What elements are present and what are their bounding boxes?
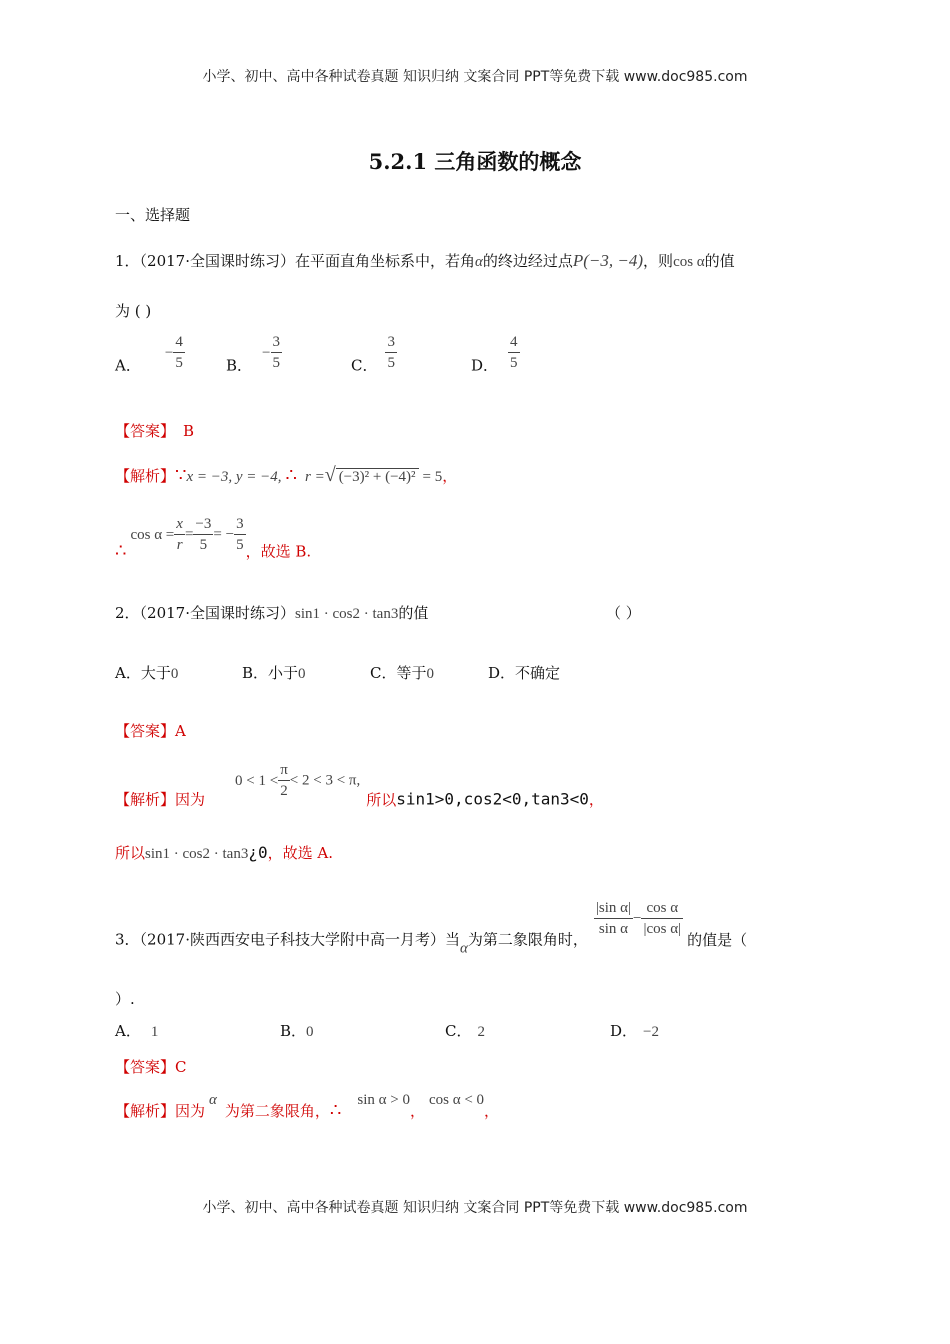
q1-analysis-line1: 【解析】∵x = −3, y = −4, ∴ r =√ (−3)² + (−4)² = 5， — [115, 464, 458, 486]
question-1-stem — [115, 250, 735, 271]
q1-option-b: B．− $\frac{3}{5}$ — [226, 334, 280, 375]
q3-option-a: A． 1 — [115, 1022, 159, 1040]
q1-prefix: 1．（2017·全国课时练习）在平面直角坐标系中，若角 — [115, 252, 475, 270]
question-2-stem: 2．（2017·全国课时练习）sin1 · cos2 · tan3的值 — [115, 604, 429, 622]
q1-option-a: A．− $\frac{4}{5}$ — [115, 334, 183, 375]
q1-alpha: α — [475, 254, 483, 270]
q1-tail: 的值 — [704, 252, 735, 270]
q2-analysis-line2: 所以sin1 · cos2 · tan3¿0，故选 A. — [115, 843, 333, 862]
q1-mid: 的终边经过点 — [482, 252, 573, 270]
question-3-stem-line2: ）. — [115, 990, 135, 1008]
q2-option-a: A．大于0 — [115, 664, 179, 682]
q1-analysis-line2: ∴cos α = $\frac{x}{r}$ = $\frac{-3}{5}$ = − $\frac{3}{5}$ ，故选 B. — [115, 516, 312, 562]
q3-option-c: C． 2 — [445, 1022, 485, 1040]
q3-option-d: D． −2 — [610, 1022, 659, 1040]
page-title: 5.2.1 三角函数的概念 — [368, 149, 582, 174]
q3-analysis: 【解析】因为α为第二象限角，∴ sin α > 0，cos α < 0， — [115, 1092, 500, 1121]
question-1-stem-line2: 为 ( ) — [115, 302, 152, 320]
q2-answer: 【答案】A — [115, 722, 186, 740]
q1-comma-then: ，则 — [643, 252, 674, 270]
q2-analysis-line1: 【解析】因为0 < 1 < $\frac{\pi}{2}$ < 2 < 3 < π,所以sin1>0,cos2<0,tan3<0， — [115, 762, 604, 809]
q1-cos: cos α — [673, 254, 705, 270]
q1-point: P(−3, −4) — [572, 251, 644, 270]
q1-option-c: C． $\frac{3}{5}$ — [351, 334, 395, 375]
q1-option-d: D． $\frac{4}{5}$ — [471, 334, 518, 375]
q3-option-b: B．0 — [280, 1022, 314, 1040]
q2-option-b: B．小于0 — [242, 664, 306, 682]
page-header: 小学、初中、高中各种试卷真题 知识归纳 文案合同 PPT等免费下载 www.doc985.com — [202, 69, 748, 85]
page-footer: 小学、初中、高中各种试卷真题 知识归纳 文案合同 PPT等免费下载 www.doc985.com — [202, 1200, 748, 1216]
q2-answer-paren: （ ） — [606, 604, 641, 622]
q2-option-d: D．不确定 — [488, 664, 561, 682]
q1-answer: 【答案】 B — [115, 422, 195, 440]
q3-answer: 【答案】C — [115, 1058, 187, 1076]
question-3-stem: 3．（2017·陕西西安电子科技大学附中高一月考）当α为第二象限角时， $\frac{\text{|sin α|}}{\text{sin α}}$ − $\frac{\text{cos α}}{\text{|cos α|}}$ 的值是（ — [115, 900, 748, 957]
section-heading: 一、选择题 — [115, 206, 191, 224]
q2-option-c: C．等于0 — [370, 664, 434, 682]
